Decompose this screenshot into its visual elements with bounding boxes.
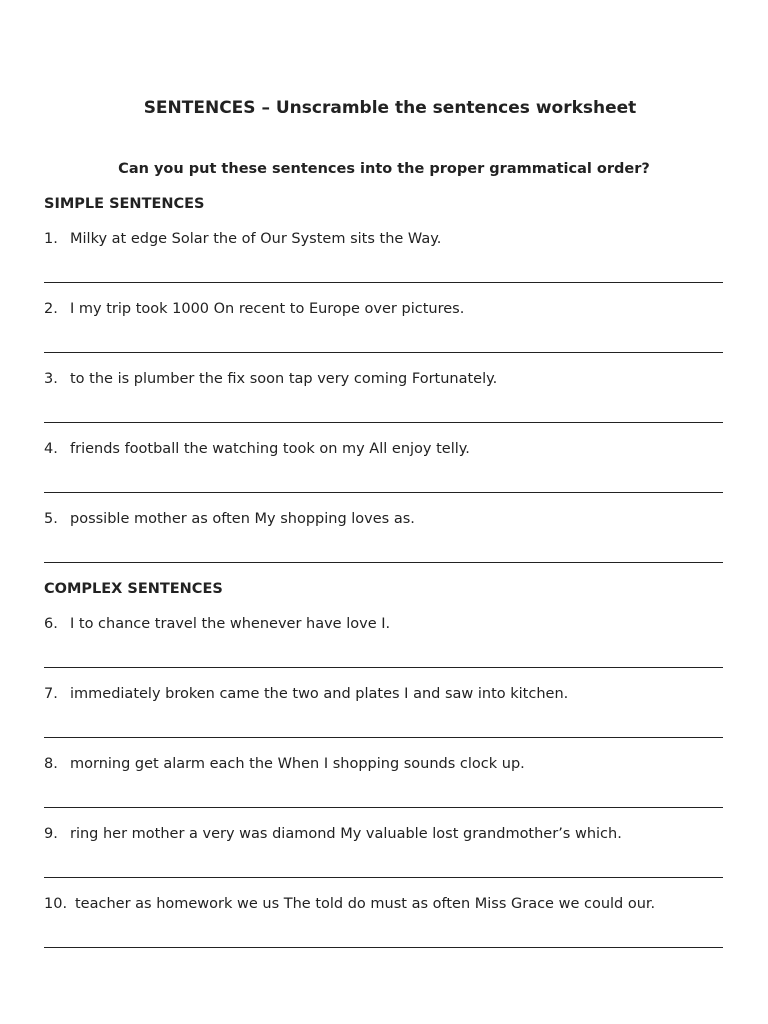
answer-line[interactable]: [44, 282, 723, 283]
item-number: 6.: [44, 616, 58, 632]
answer-line[interactable]: [44, 667, 723, 668]
scrambled-sentence: I my trip took 1000 On recent to Europe over pictures.: [70, 301, 465, 317]
item-number: 4.: [44, 441, 58, 457]
answer-line[interactable]: [44, 492, 723, 493]
instructions: Can you put these sentences into the proper grammatical order?: [118, 161, 650, 177]
scrambled-sentence: Milky at edge Solar the of Our System sits the Way.: [70, 231, 442, 247]
answer-line[interactable]: [44, 877, 723, 878]
answer-line[interactable]: [44, 737, 723, 738]
sentence-item: [44, 511, 415, 527]
sentence-item: [44, 371, 497, 387]
sentence-item: [44, 231, 441, 247]
item-number: 2.: [44, 301, 58, 317]
item-number: 5.: [44, 511, 58, 527]
section-heading-simple: SIMPLE SENTENCES: [44, 196, 205, 212]
answer-line[interactable]: [44, 807, 723, 808]
scrambled-sentence: teacher as homework we us The told do must as often Miss Grace we could our.: [75, 896, 656, 912]
item-number: 7.: [44, 686, 58, 702]
page-title: SENTENCES – Unscramble the sentences worksheet: [143, 98, 637, 118]
sentence-item: [44, 301, 464, 317]
item-number: 3.: [44, 371, 58, 387]
section-heading-complex: COMPLEX SENTENCES: [44, 581, 223, 597]
answer-line[interactable]: [44, 422, 723, 423]
scrambled-sentence: morning get alarm each the When I shopping sounds clock up.: [70, 756, 525, 772]
sentence-item: [44, 441, 470, 457]
sentence-item: [44, 616, 390, 632]
item-number: 10.: [44, 896, 68, 912]
scrambled-sentence: to the is plumber the fix soon tap very coming Fortunately.: [70, 371, 498, 387]
item-number: 9.: [44, 826, 58, 842]
answer-line[interactable]: [44, 352, 723, 353]
answer-line[interactable]: [44, 562, 723, 563]
sentence-item: [44, 756, 525, 772]
item-number: 1.: [44, 231, 58, 247]
scrambled-sentence: immediately broken came the two and plates I and saw into kitchen.: [70, 686, 569, 702]
sentence-item: [44, 686, 568, 702]
item-number: 8.: [44, 756, 58, 772]
scrambled-sentence: ring her mother a very was diamond My valuable lost grandmother’s which.: [70, 826, 622, 842]
sentence-item: [44, 826, 622, 842]
scrambled-sentence: friends football the watching took on my All enjoy telly.: [70, 441, 470, 457]
sentence-item: [44, 896, 655, 912]
scrambled-sentence: possible mother as often My shopping loves as.: [70, 511, 415, 527]
answer-line[interactable]: [44, 947, 723, 948]
scrambled-sentence: I to chance travel the whenever have love I.: [70, 616, 391, 632]
